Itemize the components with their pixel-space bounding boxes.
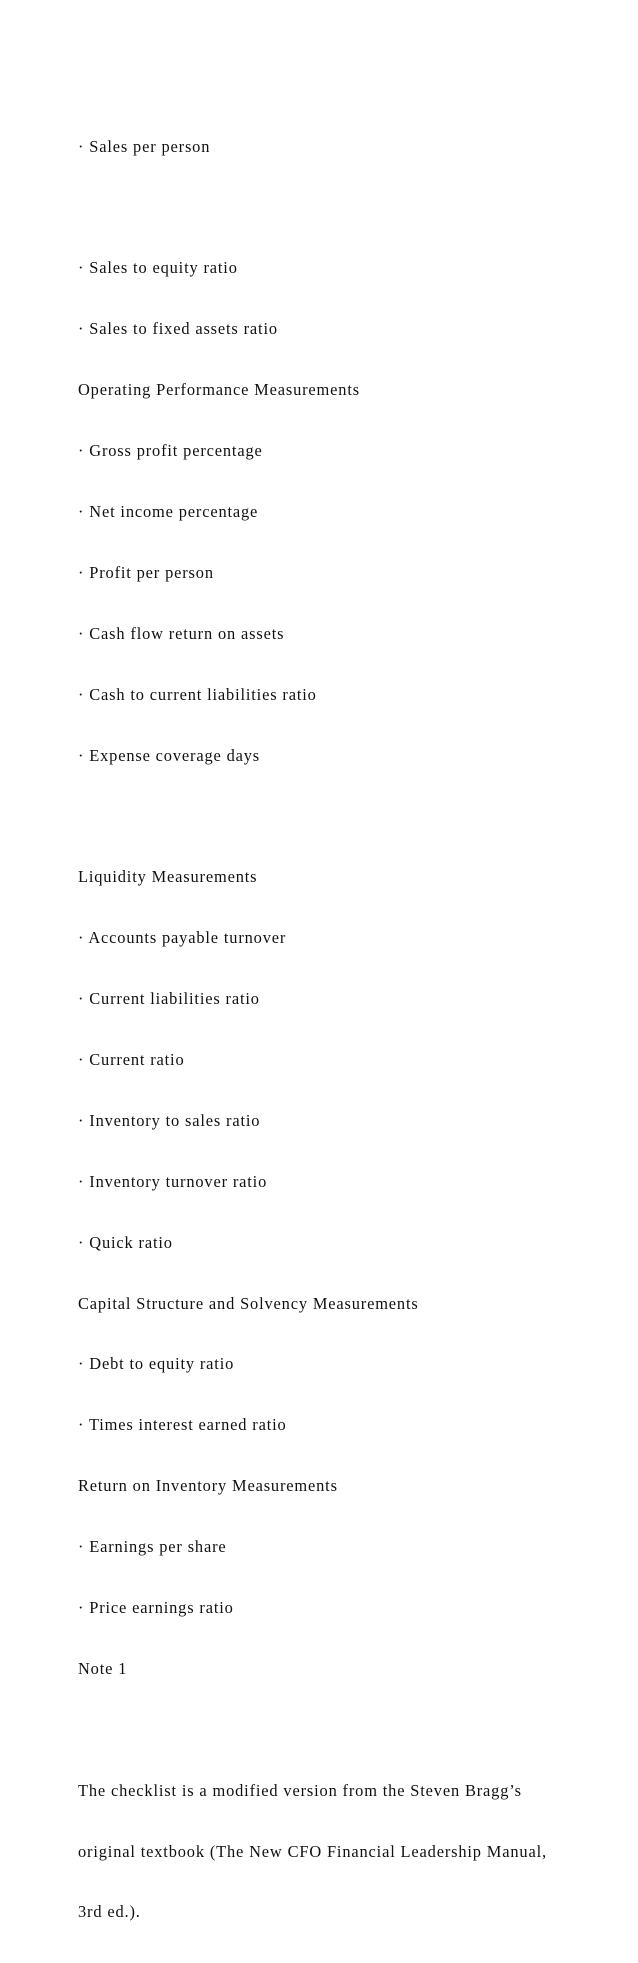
bullet-cash-flow-return-on-assets: · Cash flow return on assets xyxy=(78,623,285,643)
note-text-line-1: The checklist is a modified version from the Steven Bragg’s xyxy=(78,1780,522,1800)
note-text-line-2: original textbook (The New CFO Financial Leadership Manual, xyxy=(78,1841,547,1861)
bullet-current-ratio: · Current ratio xyxy=(78,1049,185,1069)
bullet-inventory-turnover-ratio: · Inventory turnover ratio xyxy=(78,1171,268,1191)
bullet-sales-per-person: · Sales per person xyxy=(78,136,211,156)
bullet-inventory-to-sales-ratio: · Inventory to sales ratio xyxy=(78,1110,261,1130)
blank-line xyxy=(78,197,598,217)
bullet-gross-profit-percentage: · Gross profit percentage xyxy=(78,441,263,461)
bullet-price-earnings-ratio: · Price earnings ratio xyxy=(78,1597,234,1617)
bullet-current-liabilities-ratio: · Current liabilities ratio xyxy=(78,989,260,1009)
heading-operating-performance: Operating Performance Measurements xyxy=(78,380,360,400)
bullet-sales-to-fixed-assets-ratio: · Sales to fixed assets ratio xyxy=(78,319,278,339)
bullet-cash-to-current-liabilities-ratio: · Cash to current liabilities ratio xyxy=(78,684,317,704)
note-text-line-3: 3rd ed.). xyxy=(78,1902,141,1922)
bullet-sales-to-equity-ratio: · Sales to equity ratio xyxy=(78,258,238,278)
blank-line xyxy=(78,806,598,826)
note-label: Note 1 xyxy=(78,1658,128,1678)
bullet-quick-ratio: · Quick ratio xyxy=(78,1232,173,1252)
bullet-accounts-payable-turnover: · Accounts payable turnover xyxy=(78,928,287,948)
bullet-times-interest-earned-ratio: · Times interest earned ratio xyxy=(78,1415,287,1435)
bullet-debt-to-equity-ratio: · Debt to equity ratio xyxy=(78,1354,235,1374)
heading-return-on-inventory: Return on Inventory Measurements xyxy=(78,1476,338,1496)
bullet-profit-per-person: · Profit per person xyxy=(78,562,214,582)
heading-liquidity: Liquidity Measurements xyxy=(78,867,258,887)
bullet-net-income-percentage: · Net income percentage xyxy=(78,501,259,521)
blank-line xyxy=(78,1720,598,1740)
document-text xyxy=(78,96,598,1963)
heading-capital-structure-solvency: Capital Structure and Solvency Measurements xyxy=(78,1293,419,1313)
bullet-earnings-per-share: · Earnings per share xyxy=(78,1537,227,1557)
bullet-expense-coverage-days: · Expense coverage days xyxy=(78,745,261,765)
